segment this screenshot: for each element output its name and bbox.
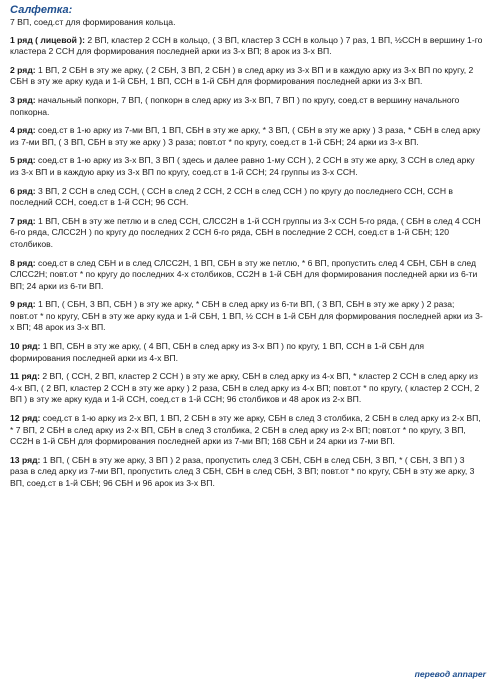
row-text: соед.ст в 1-ю арку из 3-х ВП, 3 ВП ( здесь и далее равно 1-му ССН ), 2 ССН в эту же арку, 3 ССН в след арку из 3-х ВП и в каждую арку из 3-х ВП по кругу, соед.ст в 1-й ССН; 24 группы из 3-х ССН. xyxy=(10,155,475,177)
row-label: 5 ряд: xyxy=(10,155,36,166)
row-label: 11 ряд: xyxy=(10,371,40,382)
document-title: Салфетка: xyxy=(10,4,73,16)
row-label: 3 ряд: xyxy=(10,94,36,105)
row-7 xyxy=(10,216,484,251)
row-label: 4 ряд: xyxy=(10,125,36,136)
row-2 xyxy=(10,65,484,88)
translator-credit: перевод annaper xyxy=(414,669,486,679)
row-text: соед.ст в 1-ю арку из 7-ми ВП, 1 ВП, СБН в эту же арку, * 3 ВП, ( СБН в эту же арку ) 3 раза, * СБН в след арку из 7-ми ВП, ( 3 ВП, СБН в эту же арку ) 3 раза; повт.от * по кругу, соед.ст в 1-й СБН; 24 арки из 3-х ВП. xyxy=(10,125,481,147)
row-label: 7 ряд: xyxy=(10,215,36,226)
row-label: 9 ряд: xyxy=(10,299,36,310)
row-11 xyxy=(10,371,484,406)
row-text: 1 ВП, СБН в эту же арку, ( 4 ВП, СБН в след арку из 3-х ВП ) по кругу, 1 ВП, ССН в 1-й СБН для формирования последней арки из 4-х ВП. xyxy=(10,341,425,363)
row-label: 6 ряд: xyxy=(10,185,36,196)
row-label: 12 ряд: xyxy=(10,413,41,424)
row-text: 3 ВП, 2 ССН в след ССН, ( ССН в след 2 ССН, 2 ССН в след ССН ) по кругу до последнего ССН, ССН в последний ССН, соед.ст в 1-й ССН; 96 ССН. xyxy=(10,185,453,208)
row-text: 2 ВП, ( ССН, 2 ВП, кластер 2 ССН ) в эту же арку, СБН в след арку из 4-х ВП, * кластер 2 ССН в след арку из 4-х ВП, ( 2 ВП, кластер 2 ССН в эту же арку ) 2 раза, СБН в след арку из 4-х ВП; повт.от * по кругу, ( кластер 2 ССН, 2 ВП ) в эту же арку куда и 1-й ССН, соед.ст в 1-й ССН; 96 столбиков и 48 арок из 2-х ВП. xyxy=(10,371,480,405)
row-label: 1 ряд ( лицевой ): xyxy=(10,34,86,45)
row-4 xyxy=(10,125,484,148)
row-13 xyxy=(10,455,484,490)
row-text: 1 ВП, СБН в эту же петлю и в след ССН, СЛСС2Н в 1-й ССН группы из 3-х ССН 5-го ряда, ( СБН в след 4 ССН 6-го ряда, СЛСС2Н ) по кругу до последних 2 ССН 6-го ряда, СБН в последние 2 ССН, соед.ст в 1-й СБН; 120 столбиков. xyxy=(10,215,481,249)
row-1 xyxy=(10,35,484,58)
row-5 xyxy=(10,155,484,178)
row-8 xyxy=(10,258,484,293)
row-3 xyxy=(10,95,484,118)
row-label: 13 ряд: xyxy=(10,454,41,465)
row-label: 10 ряд: xyxy=(10,341,41,352)
row-text: 1 ВП, 2 СБН в эту же арку, ( 2 СБН, 3 ВП, 2 СБН ) в след арку из 3-х ВП и в каждую арку из 3-х ВП по кругу, 2 СБН в эту же арку куда и 1-й СБН, 1 ВП, ССН в 1-й СБН для формирования последней арки из 3-х ВП. xyxy=(10,64,474,87)
row-text: начальный попкорн, 7 ВП, ( попкорн в след арку из 3-х ВП, 7 ВП ) по кругу, соед.ст в вершину начального попкорна. xyxy=(10,94,460,117)
row-12 xyxy=(10,413,484,448)
row-6 xyxy=(10,186,484,209)
row-text: соед.ст в след СБН и в след СЛСС2Н, 1 ВП, СБН в эту же петлю, * 6 ВП, пропустить след 4 СБН, СБН в след СЛСС2Н; повт.от * по кругу до последних 4-х столбиков, СС2Н в 1-й СБН для формирования последней арки из 6-ти ВП; 24 арки из 6-ти ВП. xyxy=(10,257,478,291)
row-9 xyxy=(10,299,484,334)
row-text: 1 ВП, ( СБН, 3 ВП, СБН ) в эту же арку, * СБН в след арку из 6-ти ВП, ( 3 ВП, СБН в эту же арку ) 2 раза; повт.от * по кругу, СБН в эту же арку куда и 1-й СБН, 1 ВП, ½ ССН в 1-й СБН для формирования последней арки из 3-х ВП; 48 арок из 3-х ВП. xyxy=(10,299,483,333)
intro-text: 7 ВП, соед.ст для формирования кольца. xyxy=(10,17,176,27)
row-10 xyxy=(10,341,484,364)
row-text: 1 ВП, ( СБН в эту же арку, 3 ВП ) 2 раза, пропустить след 3 СБН, СБН в след СБН, 3 ВП, * ( СБН, 3 ВП ) 3 раза в след арку из 7-ми ВП, пропустить след 3 СБН, СБН в след СБН, 3 ВП; повт.от * по кругу, СБН в эту же арку, 3 ВП, соед.ст в 1-й СБН; 96 СБН и 96 арок из 3-х ВП. xyxy=(10,454,475,488)
row-text: 2 ВП, кластер 2 ССН в кольцо, ( 3 ВП, кластер 3 ССН в кольцо ) 7 раз, 1 ВП, ½ССН в вершину 1-го кластера 2 ССН для формирования последней арки из 3-х ВП; 8 арок из 3-х ВП. xyxy=(10,34,483,57)
pattern-document xyxy=(10,4,484,497)
row-text: соед.ст в 1-ю арку из 2-х ВП, 1 ВП, 2 СБН в эту же арку, СБН в след 3 столбика, 2 СБН в след арку из 2-х ВП, * 7 ВП, 2 СБН в след арку из 2-х ВП, СБН в след 3 столбика, 2 СБН в след арку из 2-х ВП; повт.от * по кругу, 3 ВП, СС2Н в 1-й СБН для формирования последней арки из 7-ми ВП; 168 СБН и 24 арки из 7-ми ВП. xyxy=(10,413,481,447)
row-label: 8 ряд: xyxy=(10,257,36,268)
row-label: 2 ряд: xyxy=(10,64,36,75)
